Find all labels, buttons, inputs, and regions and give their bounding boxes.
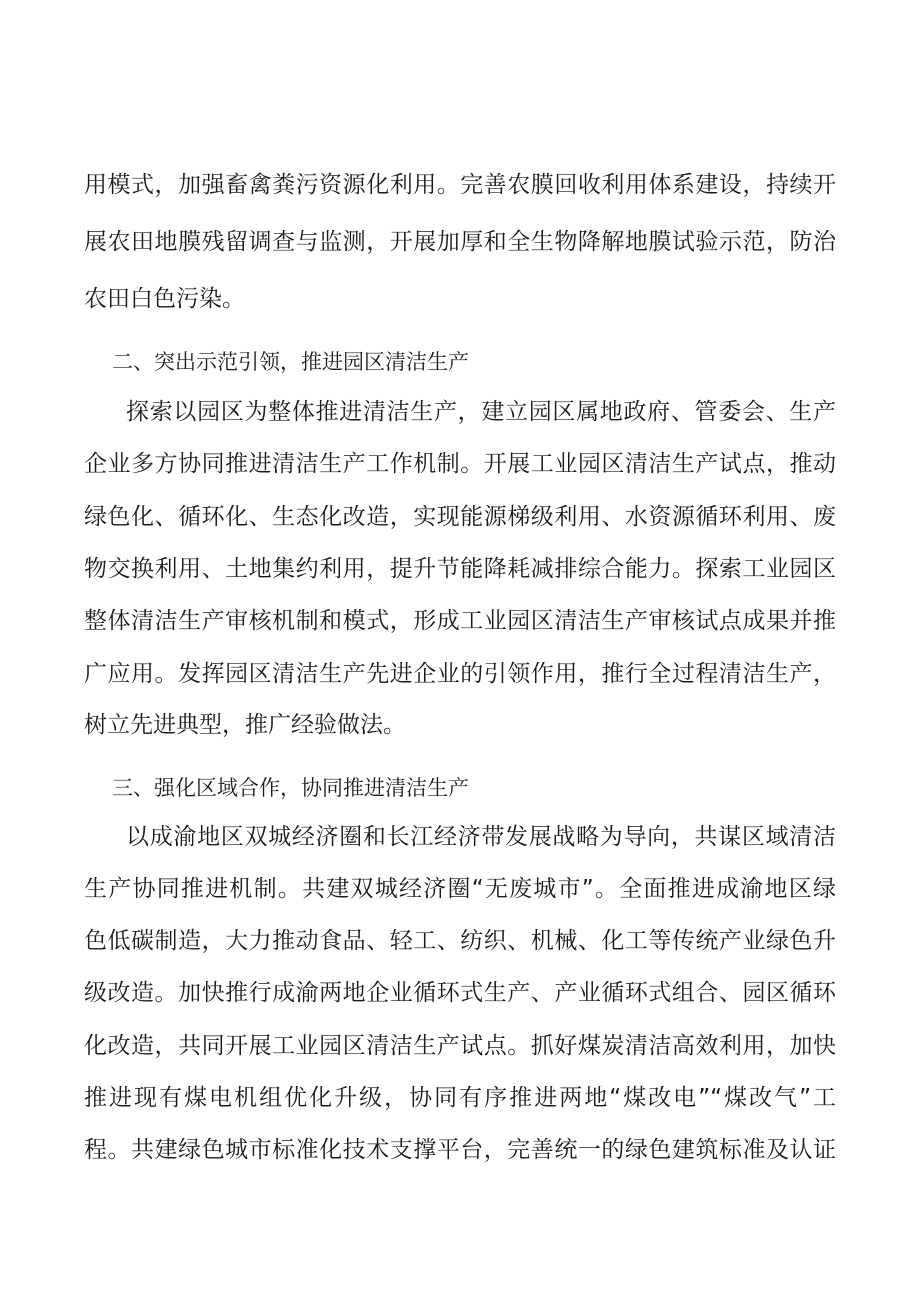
paragraph-2-line-7: 树立先进典型，推广经验做法。 <box>84 712 406 738</box>
paragraph-3-line-6: 推进现有煤电机组优化升级，协同有序推进两地“煤改电”“煤改气”工 <box>84 1085 836 1111</box>
paragraph-3-line-2: 生产协同推进机制。共建双城经济圈“无废城市”。全面推进成渝地区绿 <box>84 876 836 902</box>
paragraph-1-line-2: 展农田地膜残留调查与监测，开展加厚和全生物降解地膜试验示范，防治 <box>84 229 836 255</box>
paragraph-2-line-1: 探索以园区为整体推进清洁生产，建立园区属地政府、管委会、生产 <box>126 399 836 425</box>
paragraph-2-line-3: 绿色化、循环化、生态化改造，实现能源梯级利用、水资源循环利用、废 <box>84 504 836 530</box>
paragraph-2-line-4: 物交换利用、土地集约利用，提升节能降耗减排综合能力。探索工业园区 <box>84 556 836 582</box>
paragraph-2-line-2: 企业多方协同推进清洁生产工作机制。开展工业园区清洁生产试点，推动 <box>84 451 836 477</box>
paragraph-1-line-1: 用模式，加强畜禽粪污资源化利用。完善农膜回收利用体系建设，持续开 <box>84 172 836 198</box>
paragraph-3-line-5: 化改造，共同开展工业园区清洁生产试点。抓好煤炭清洁高效利用，加快 <box>84 1033 836 1059</box>
paragraph-2-line-6: 广应用。发挥园区清洁生产先进企业的引领作用，推行全过程清洁生产， <box>84 661 836 687</box>
paragraph-3-line-4: 级改造。加快推行成渝两地企业循环式生产、产业循环式组合、园区循环 <box>84 980 836 1006</box>
paragraph-3-line-3: 色低碳制造，大力推动食品、轻工、纺织、机械、化工等传统产业绿色升 <box>84 928 836 954</box>
paragraph-3-line-7: 程。共建绿色城市标准化技术支撑平台，完善统一的绿色建筑标准及认证 <box>84 1137 836 1163</box>
paragraph-2-line-5: 整体清洁生产审核机制和模式，形成工业园区清洁生产审核试点成果并推 <box>84 608 836 634</box>
paragraph-1-line-3: 农田白色污染。 <box>84 286 245 312</box>
section-heading-3: 三、强化区域合作，协同推进清洁生产 <box>112 776 469 800</box>
section-heading-2: 二、突出示范引领，推进园区清洁生产 <box>112 350 469 374</box>
paragraph-3-line-1: 以成渝地区双城经济圈和长江经济带发展战略为导向，共谋区域清洁 <box>126 824 836 850</box>
